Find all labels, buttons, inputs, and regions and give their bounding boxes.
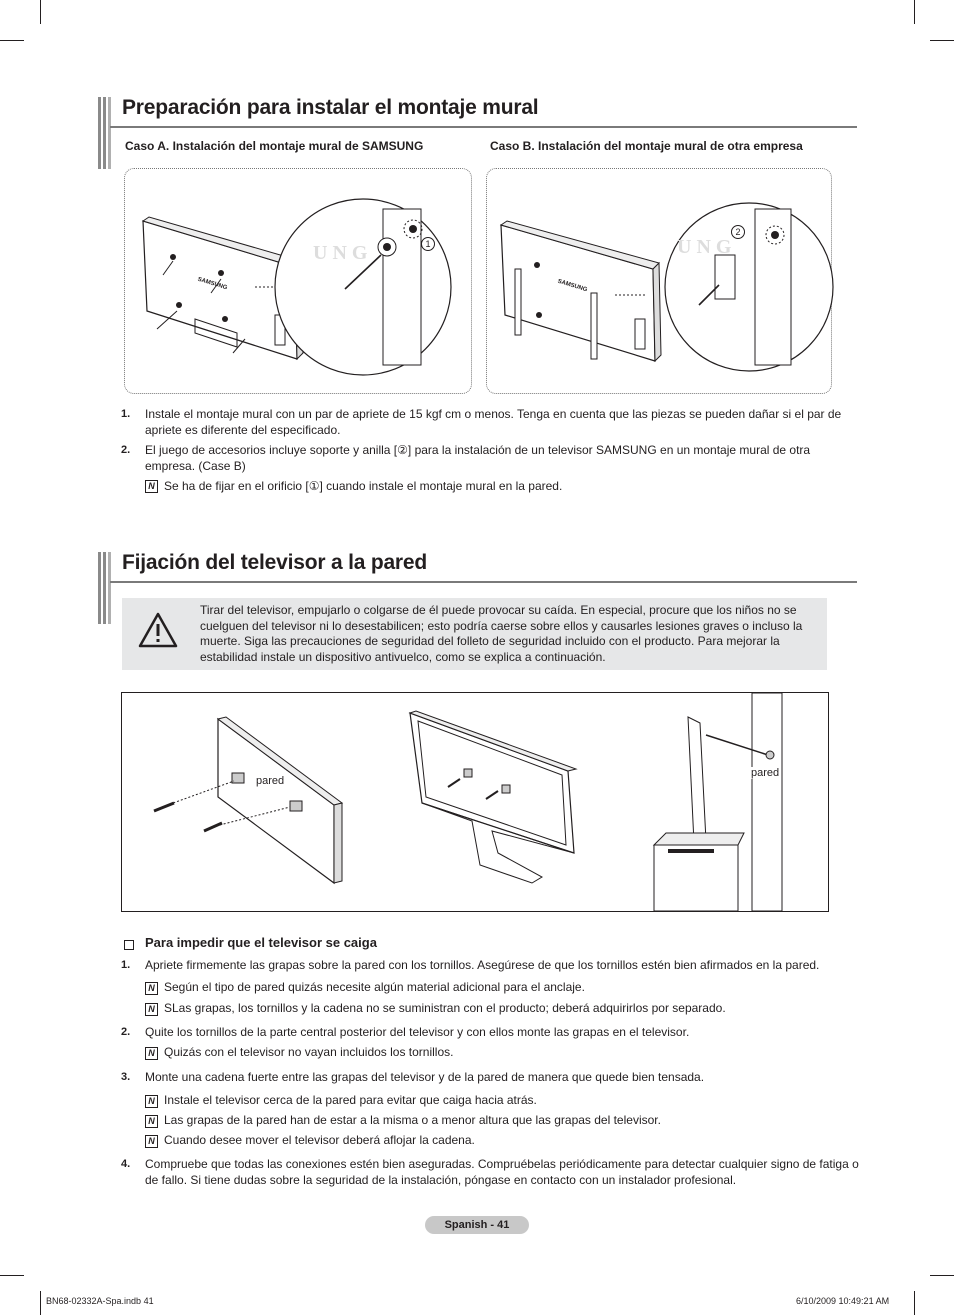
note-icon: N	[145, 982, 158, 995]
note-icon: N	[145, 480, 158, 493]
note-text: Se ha de fijar en el orificio [①] cuando instale el montaje mural en la pared.	[164, 479, 563, 493]
step-number: 2.	[121, 1026, 131, 1038]
section-title-wall-fixing: Fijación del televisor a la pared	[122, 551, 428, 574]
section-bar	[108, 97, 111, 169]
note-icon: N	[145, 1003, 158, 1016]
section-bar	[98, 552, 101, 624]
warning-icon	[138, 612, 178, 648]
step-text: Quite los tornillos de la parte central posterior del televisor y con ellos monte las grapas en el televisor.	[145, 1025, 690, 1039]
note-text: Quizás con el televisor no vayan incluidos los tornillos.	[164, 1045, 454, 1059]
note-text: Según el tipo de pared quizás necesite algún material adicional para el anclaje.	[164, 980, 585, 994]
crop-mark	[930, 40, 954, 41]
checkbox-bullet	[124, 940, 134, 950]
warning-box	[122, 598, 827, 670]
anchor-illustration	[122, 693, 828, 911]
list-item: Instale el montaje mural con un par de apriete de 15 kgf cm o menos. Tenga en cuenta que las piezas se pueden dañar si el par de apriete es diferente del especificado.	[145, 407, 842, 437]
footer-file: BN68-02332A-Spa.indb 41	[46, 1296, 154, 1306]
callout-1: 1	[421, 237, 435, 251]
figure-case-a	[124, 168, 472, 394]
note-text: SLas grapas, los tornillos y la cadena no se suministran con el producto; deberá adquirirlos por separado.	[164, 1001, 726, 1015]
step-text: Apriete firmemente las grapas sobre la pared con los tornillos. Asegúrese de que los tornillos estén bien afirmados en la pared.	[145, 958, 820, 972]
section-bar	[98, 97, 101, 169]
note-icon: N	[145, 1047, 158, 1060]
list-number: 2.	[121, 444, 131, 456]
case-a-label: Caso A. Instalación del montaje mural de SAMSUNG	[125, 139, 424, 153]
brand-label: SAMSUNG	[556, 278, 588, 294]
step-number: 4.	[121, 1158, 131, 1170]
wall-label: pared	[256, 775, 285, 787]
list-item: El juego de accesorios incluye soporte y anilla [②] para la instalación de un televisor SAMSUNG en un montaje mural de otra empresa. (Case B)	[145, 443, 811, 473]
step-number: 1.	[121, 959, 131, 971]
step-text: Compruebe que todas las conexiones estén bien aseguradas. Compruébelas periódicamente para detectar cualquier signo de fatiga o de fallo. Si tiene dudas sobre la seguridad de la instalación, póngase en contacto con un instalador profesional.	[145, 1157, 859, 1187]
figure-wall-anchor	[121, 692, 829, 912]
subheading: Para impedir que el televisor se caiga	[145, 935, 377, 950]
page-number-badge: Spanish - 41	[425, 1216, 529, 1234]
figure-case-b	[486, 168, 832, 394]
section-bar	[103, 97, 106, 169]
tv-back-illustration-b	[487, 169, 831, 393]
crop-mark	[40, 0, 41, 24]
note-text: Las grapas de la pared han de estar a la misma o a menor altura que las grapas del televisor.	[164, 1113, 661, 1127]
note-icon: N	[145, 1115, 158, 1128]
warning-text: Tirar del televisor, empujarlo o colgarse de él puede provocar su caída. En especial, procure que los niños no se cuelguen del televisor ni lo desestabilicen; esto podría caerse sobre ellos y causarles lesiones graves o incluso la muerte. Siga las precauciones de seguridad del folleto de seguridad incluido con el producto. Para mejorar la estabilidad instale un dispositivo antivuelco, como se explica a continuación.	[200, 603, 803, 664]
crop-mark	[914, 1291, 915, 1315]
list-number: 1.	[121, 408, 131, 420]
note-text: Cuando desee mover el televisor deberá aflojar la cadena.	[164, 1133, 475, 1147]
crop-mark	[40, 1291, 41, 1315]
crop-mark	[930, 1275, 954, 1276]
note-text: Instale el televisor cerca de la pared para evitar que caiga hacia atrás.	[164, 1093, 537, 1107]
note-icon: N	[145, 1095, 158, 1108]
svg-text:U N G: U N G	[677, 236, 732, 258]
section-rule	[110, 126, 857, 128]
crop-mark	[914, 0, 915, 24]
case-b-label: Caso B. Instalación del montaje mural de otra empresa	[490, 139, 803, 153]
footer-timestamp: 6/10/2009 10:49:21 AM	[796, 1296, 890, 1306]
section-bar	[103, 552, 106, 624]
step-text: Monte una cadena fuerte entre las grapas del televisor y de la pared de manera que quede bien tensada.	[145, 1070, 705, 1084]
section-rule	[110, 581, 857, 583]
tv-back-illustration-a	[125, 169, 471, 393]
callout-2: 2	[731, 225, 745, 239]
section-bar	[108, 552, 111, 624]
svg-text:U N G: U N G	[313, 242, 368, 264]
brand-label: SAMSUNG	[196, 276, 228, 292]
note-icon: N	[145, 1135, 158, 1148]
step-number: 3.	[121, 1071, 131, 1083]
section-title-mounting-prep: Preparación para instalar el montaje mural	[122, 96, 539, 119]
crop-mark	[0, 1275, 24, 1276]
wall-label: pared	[751, 767, 780, 779]
crop-mark	[0, 40, 24, 41]
